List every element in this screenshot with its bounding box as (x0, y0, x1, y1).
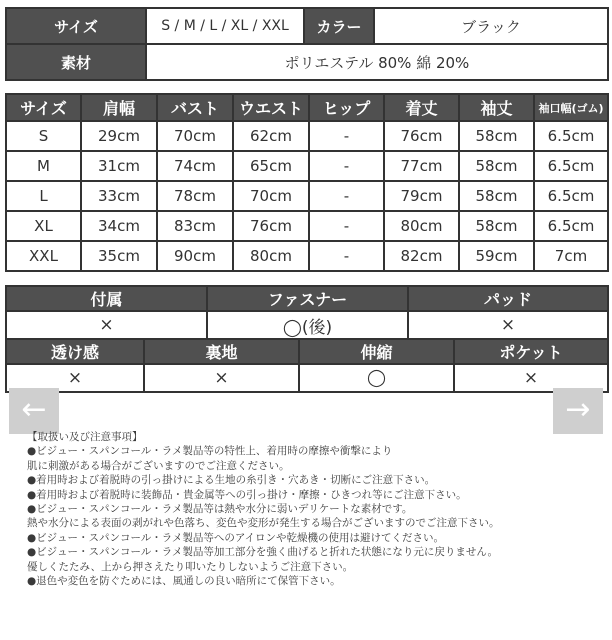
notes-line: ●ビジュー・スパンコール・ラメ製品等は熱や水分に弱いデリケートな素材です。 (27, 503, 413, 516)
size-label: サイズ (6, 8, 146, 44)
accessories-value-row-1 (6, 311, 608, 339)
table-cell: 78cm (157, 181, 233, 211)
table-cell: 34cm (81, 211, 157, 241)
table-cell: 31cm (81, 151, 157, 181)
value-pocket: × (454, 364, 608, 392)
notes-line: ●ビジュー・スパンコール・ラメ製品等へのアイロンや乾燥機の使用は避けてください。 (27, 531, 444, 544)
product-info-table (5, 7, 609, 81)
material-label: 素材 (6, 44, 146, 80)
notes-line: 優しくたたみ、上から押さえたり叩いたりしないようご注意下さい。 (27, 560, 354, 573)
header-waist: ウエスト (233, 94, 309, 121)
table-cell: 70cm (157, 121, 233, 151)
table-cell: L (6, 181, 81, 211)
table-cell: 6.5cm (534, 121, 608, 151)
table-cell: XXL (6, 241, 81, 271)
size-chart-header-row (6, 94, 608, 121)
table-cell: 76cm (384, 121, 459, 151)
header-zipper: ファスナー (207, 286, 408, 311)
header-sheerness: 透け感 (6, 339, 144, 364)
table-cell: 6.5cm (534, 151, 608, 181)
table-cell: 79cm (384, 181, 459, 211)
table-cell: 74cm (157, 151, 233, 181)
table-cell: 6.5cm (534, 181, 608, 211)
table-row (6, 181, 608, 211)
table-cell: M (6, 151, 81, 181)
info-row-material (6, 44, 608, 80)
notes-heading: 【取扱い及び注意事項】 (27, 431, 143, 443)
value-lining: × (144, 364, 299, 392)
table-cell: 65cm (233, 151, 309, 181)
header-pad: パッド (408, 286, 608, 311)
table-cell: 80cm (233, 241, 309, 271)
notes-line: ●着用時および着脱時の引っ掛けによる生地の糸引き・穴あき・切断にご注意下さい。 (27, 474, 436, 487)
notes-line: 肌に刺激がある場合がございますのでご注意ください。 (27, 459, 290, 472)
value-sheerness: × (6, 364, 144, 392)
value-pad: × (408, 311, 608, 339)
accessories-header-row-1 (6, 286, 608, 311)
table-cell: - (309, 181, 384, 211)
table-cell: - (309, 121, 384, 151)
value-stretch: ◯ (299, 364, 454, 392)
accessories-value-row-2 (6, 364, 608, 392)
table-cell: 58cm (459, 211, 534, 241)
table-cell: 70cm (233, 181, 309, 211)
care-notes (27, 430, 597, 588)
table-cell: 35cm (81, 241, 157, 271)
accessories-table-1 (5, 285, 609, 340)
arrow-left-icon: ← (21, 392, 47, 427)
info-row-size-color (6, 8, 608, 44)
color-label: カラー (304, 8, 374, 44)
next-image-button[interactable] (553, 388, 603, 434)
header-shoulder: 肩幅 (81, 94, 157, 121)
header-attachment: 付属 (6, 286, 207, 311)
table-cell: 82cm (384, 241, 459, 271)
notes-line: ●着用時および着脱時に装飾品・貴金属等への引っ掛け・摩擦・ひきつれ等にご注意下さい。 (27, 488, 467, 501)
arrow-right-icon: → (565, 392, 591, 427)
notes-line: ●ビジュー・スパンコール・ラメ製品等の特性上、着用時の摩擦や衝撃により (27, 445, 393, 458)
color-value: ブラック (374, 8, 608, 44)
header-lining: 裏地 (144, 339, 299, 364)
table-cell: S (6, 121, 81, 151)
table-cell: 33cm (81, 181, 157, 211)
table-cell: 59cm (459, 241, 534, 271)
header-pocket: ポケット (454, 339, 608, 364)
header-length: 着丈 (384, 94, 459, 121)
table-cell: 90cm (157, 241, 233, 271)
notes-line: ●退色や変色を防ぐためには、風通しの良い暗所にて保管下さい。 (27, 575, 341, 588)
notes-line: 熱や水分による表面の剥がれや色落ち、変色や変形が発生する場合がございますのでご注意下さい。 (27, 517, 500, 530)
accessories-table-2 (5, 338, 609, 393)
table-cell: 76cm (233, 211, 309, 241)
table-cell: 83cm (157, 211, 233, 241)
value-zipper: ◯(後) (207, 311, 408, 339)
material-value: ポリエステル 80% 綿 20% (146, 44, 608, 80)
table-cell: 7cm (534, 241, 608, 271)
header-bust: バスト (157, 94, 233, 121)
table-cell: - (309, 211, 384, 241)
header-size: サイズ (6, 94, 81, 121)
table-cell: 62cm (233, 121, 309, 151)
table-cell: 29cm (81, 121, 157, 151)
table-cell: 58cm (459, 121, 534, 151)
header-stretch: 伸縮 (299, 339, 454, 364)
table-row (6, 241, 608, 271)
table-cell: - (309, 241, 384, 271)
table-cell: - (309, 151, 384, 181)
table-cell: 58cm (459, 181, 534, 211)
header-sleeve: 袖丈 (459, 94, 534, 121)
size-value: S / M / L / XL / XXL (146, 8, 304, 44)
prev-image-button[interactable] (9, 388, 59, 434)
table-cell: 6.5cm (534, 211, 608, 241)
size-chart-body (6, 121, 608, 271)
table-row (6, 211, 608, 241)
accessories-header-row-2 (6, 339, 608, 364)
header-hip: ヒップ (309, 94, 384, 121)
table-row (6, 151, 608, 181)
table-cell: XL (6, 211, 81, 241)
value-attachment: × (6, 311, 207, 339)
table-cell: 58cm (459, 151, 534, 181)
header-cuff: 袖口幅(ゴム) (534, 94, 608, 121)
table-cell: 77cm (384, 151, 459, 181)
table-cell: 80cm (384, 211, 459, 241)
notes-line: ●ビジュー・スパンコール・ラメ製品等加工部分を強く曲げると折れた状態になり元に戻りません。 (27, 546, 499, 559)
table-row (6, 121, 608, 151)
size-chart-table (5, 93, 609, 272)
